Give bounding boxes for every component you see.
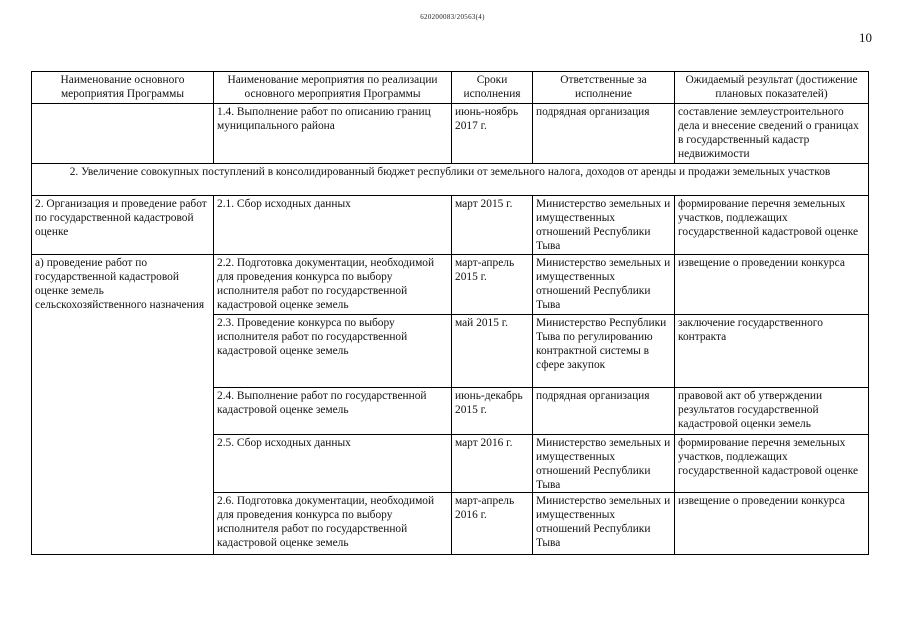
page-number: 10 (859, 30, 872, 45)
term-cell: март 2015 г. (452, 196, 533, 255)
result-cell: правовой акт об утверждении результатов государственной кадастровой оценки земель (675, 388, 869, 435)
activity-cell: 2.5. Сбор исходных данных (214, 435, 452, 493)
header-activity: Наименование мероприятия по реализации основного мероприятия Программы (214, 72, 452, 104)
result-cell: извещение о проведении конкурса (675, 493, 869, 555)
result-cell: составление землеустроительного дела и внесение сведений о границах в государственный кадастр недвижимости (675, 104, 869, 164)
responsible-cell: Министерство земельных и имущественных отношений Республики Тыва (533, 435, 675, 493)
term-cell: июнь-ноябрь 2017 г. (452, 104, 533, 164)
table-row (32, 196, 869, 255)
header-result: Ожидаемый результат (достижение плановых показателей) (675, 72, 869, 104)
result-cell: формирование перечня земельных участков, подлежащих государственной кадастровой оценке (675, 196, 869, 255)
table-row (32, 104, 869, 164)
section-row (32, 164, 869, 196)
term-cell: март-апрель 2016 г. (452, 493, 533, 555)
responsible-cell: Министерство Республики Тыва по регулированию контрактной системы в сфере закупок (533, 315, 675, 388)
term-cell: март 2016 г. (452, 435, 533, 493)
header-term: Сроки исполнения (452, 72, 533, 104)
term-cell: март-апрель 2015 г. (452, 255, 533, 315)
result-cell: заключение государственного контракта (675, 315, 869, 388)
responsible-cell: подрядная организация (533, 388, 675, 435)
responsible-cell: Министерство земельных и имущественных отношений Республики Тыва (533, 493, 675, 555)
activity-cell: 1.4. Выполнение работ по описанию границ муниципального района (214, 104, 452, 164)
responsible-cell: Министерство земельных и имущественных отношений Республики Тыва (533, 196, 675, 255)
table-header-row (32, 72, 869, 104)
document-id: 620200083/20563(4) (420, 13, 485, 21)
term-cell: май 2015 г. (452, 315, 533, 388)
activity-cell: 2.3. Проведение конкурса по выбору исполнителя работ по государственной кадастровой оценке земель (214, 315, 452, 388)
header-main-activity: Наименование основного мероприятия Программы (32, 72, 214, 104)
section-heading: 2. Увеличение совокупных поступлений в консолидированный бюджет республики от земельного налога, доходов от аренды и продажи земельных участков (32, 164, 869, 196)
main-activity-cell: а) проведение работ по государственной кадастровой оценке земель сельскохозяйственного назначения (32, 255, 214, 555)
activity-cell: 2.2. Подготовка документации, необходимой для проведения конкурса по выбору исполнителя работ по государственной кадастровой оценке земель (214, 255, 452, 315)
activity-cell: 2.4. Выполнение работ по государственной кадастровой оценке земель (214, 388, 452, 435)
result-cell: извещение о проведении конкурса (675, 255, 869, 315)
activity-cell: 2.1. Сбор исходных данных (214, 196, 452, 255)
program-activities-table (31, 71, 869, 555)
result-cell: формирование перечня земельных участков, подлежащих государственной кадастровой оценке (675, 435, 869, 493)
table-row (32, 255, 869, 315)
main-activity-cell: 2. Организация и проведение работ по государственной кадастровой оценке (32, 196, 214, 255)
responsible-cell: Министерство земельных и имущественных отношений Республики Тыва (533, 255, 675, 315)
activity-cell: 2.6. Подготовка документации, необходимой для проведения конкурса по выбору исполнителя работ по государственной кадастровой оценке земель (214, 493, 452, 555)
responsible-cell: подрядная организация (533, 104, 675, 164)
term-cell: июнь-декабрь 2015 г. (452, 388, 533, 435)
main-activity-cell (32, 104, 214, 164)
header-responsible: Ответственные за исполнение (533, 72, 675, 104)
